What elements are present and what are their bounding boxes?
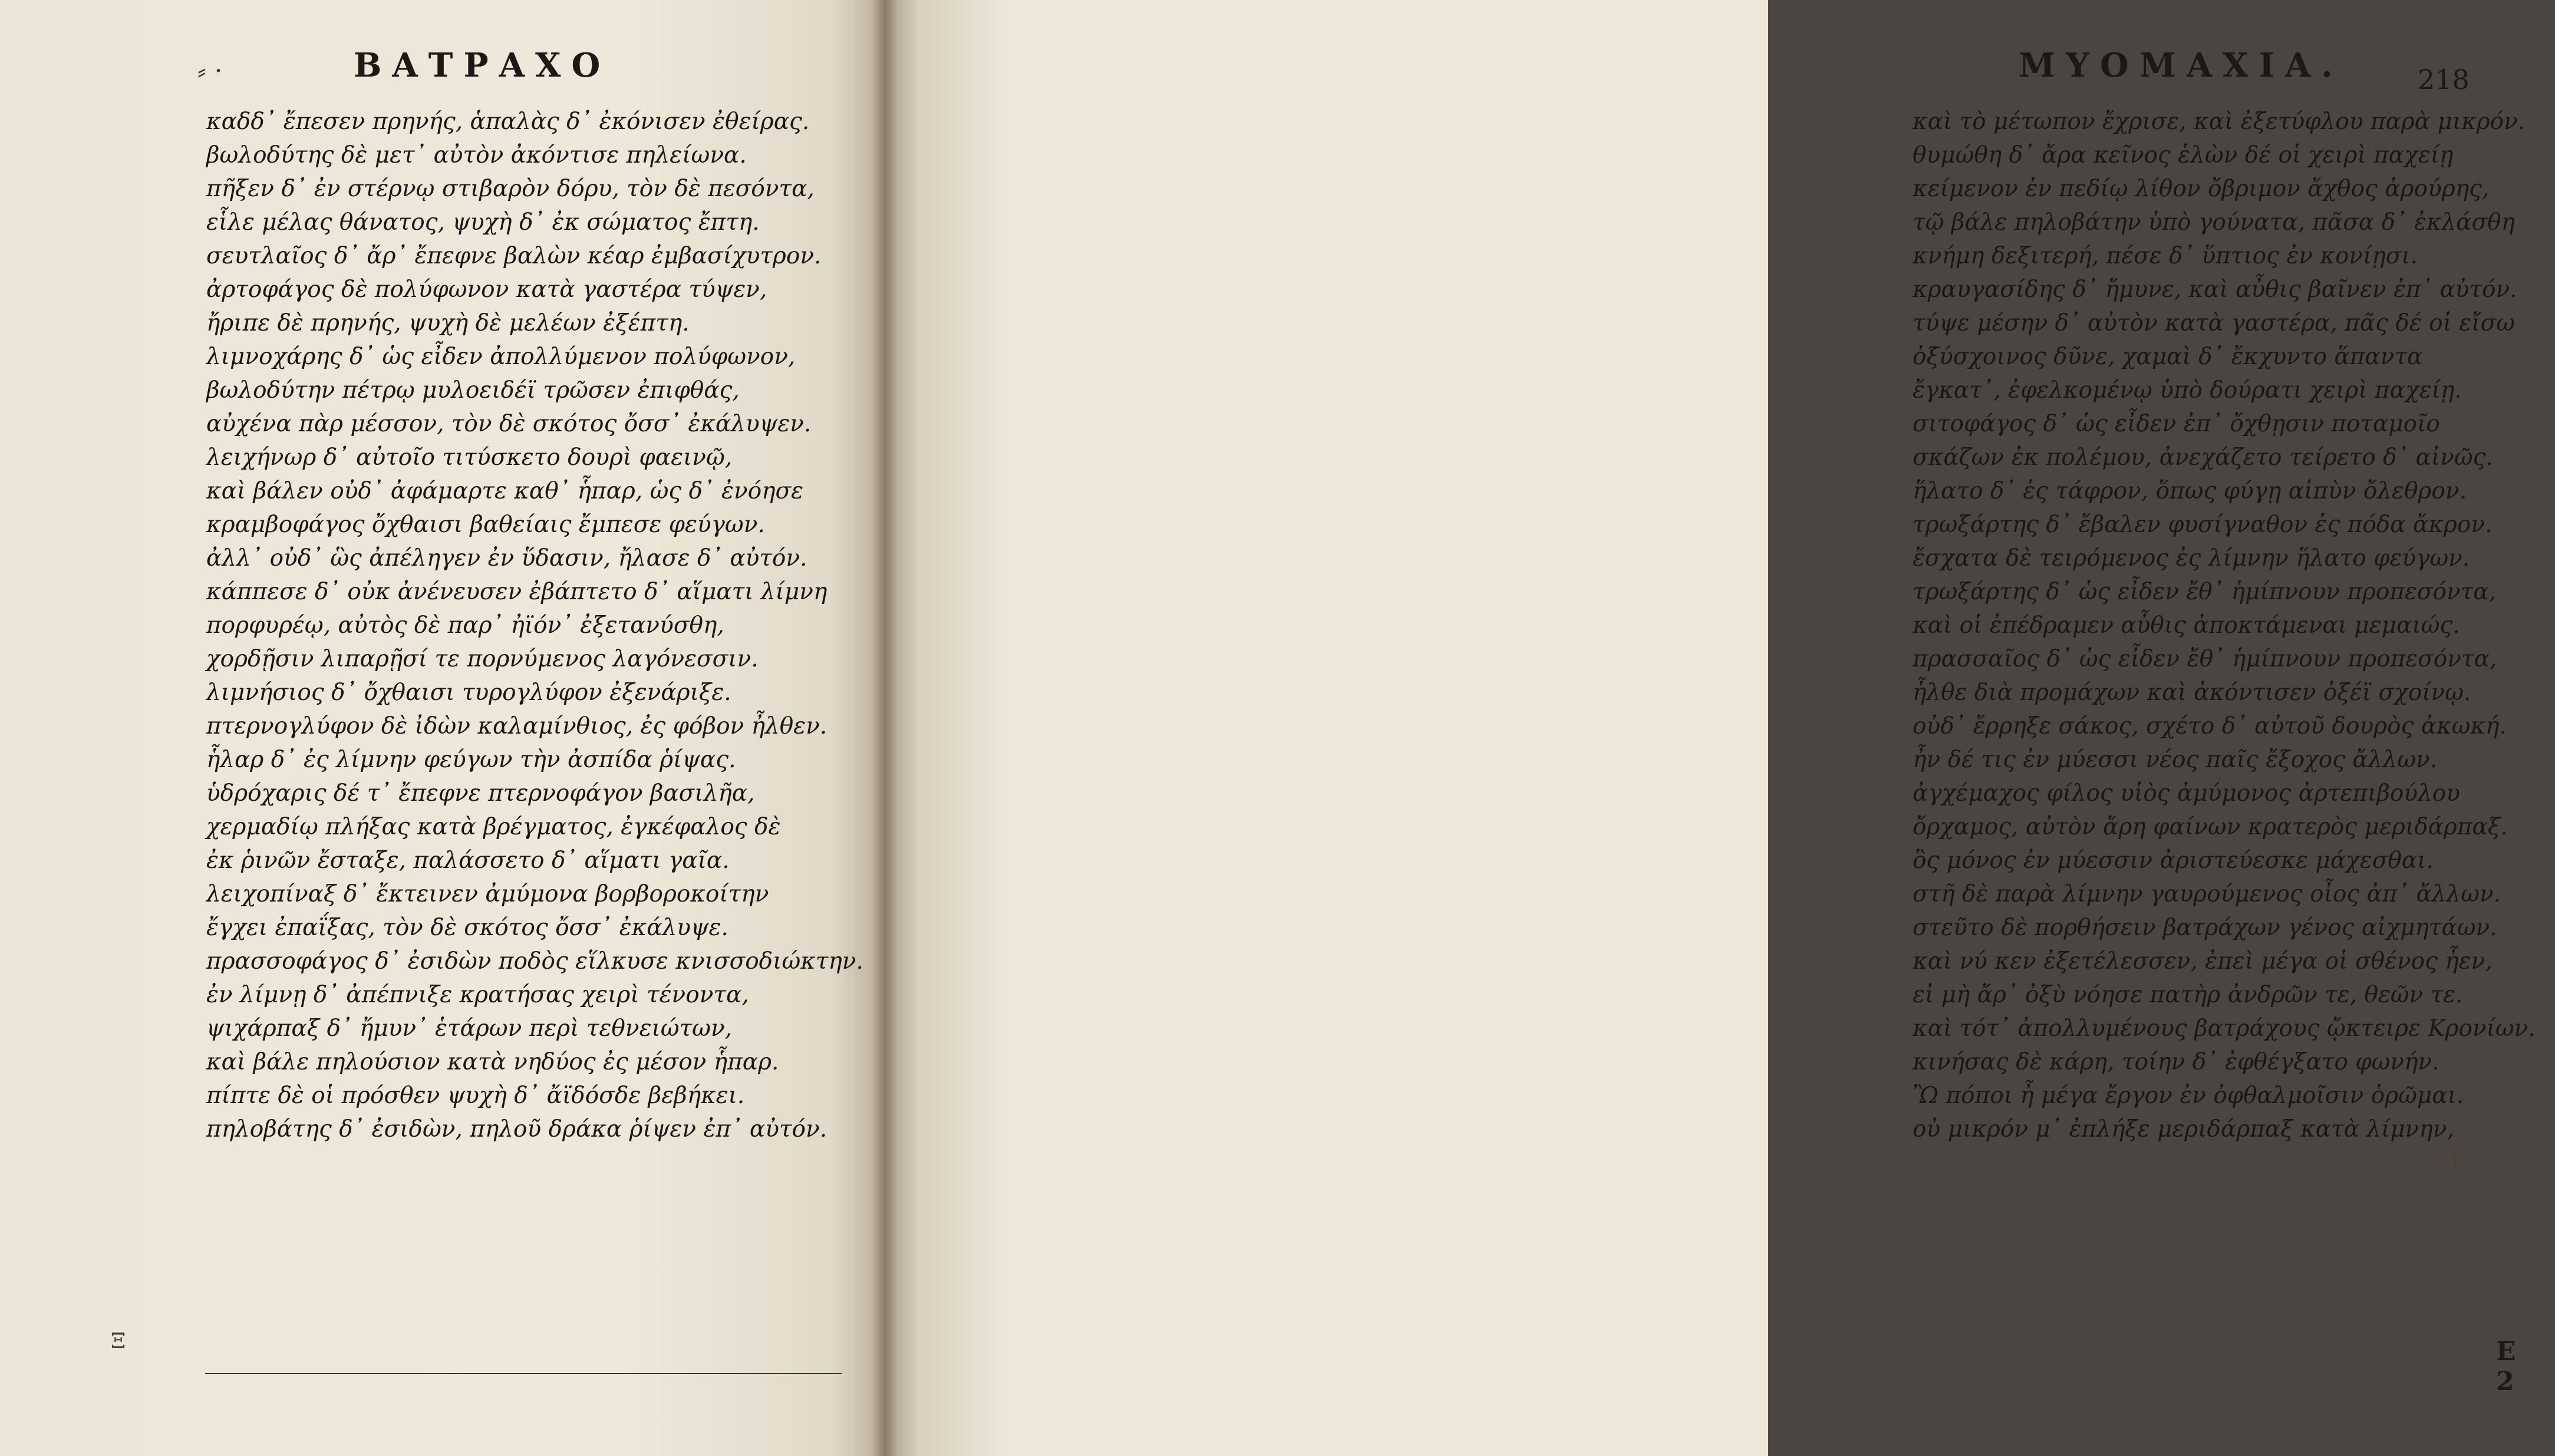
text-line: σιτοφάγος δ᾽ ὡς εἶδεν ἐπ᾽ ὄχθῃσιν ποταμοῖο [1913,411,2440,437]
text-line: καδδ᾽ ἔπεσεν πρηνής, ἁπαλὰς δ᾽ ἐκόνισεν ἐθείρας. [206,108,810,135]
text-line: πρασσοφάγος δ᾽ ἐσιδὼν ποδὸς εἵλκυσε κνισσοδιώκτην. [206,948,863,975]
text-line: ψιχάρπαξ δ᾽ ἤμυν᾽ ἑτάρων περὶ τεθνειώτων, [206,1015,733,1042]
text-line: πρασσαῖος δ᾽ ὡς εἶδεν ἔθ᾽ ἡμίπνουν προπεσόντα, [1913,646,2497,672]
text-line: πτερνογλύφον δὲ ἰδὼν καλαμίνθιος, ἐς φόβον ἦλθεν. [206,713,828,739]
book-gutter [871,0,897,1456]
text-line: εἷλε μέλας θάνατος, ψυχὴ δ᾽ ἐκ σώματος ἔπτη. [206,209,760,236]
text-line: ἐν λίμνῃ δ᾽ ἀπέπνιξε κρατήσας χειρὶ τένοντα, [206,982,749,1008]
text-line: σευτλαῖος δ᾽ ἄρ᾽ ἔπεφνε βαλὼν κέαρ ἐμβασίχυτρον. [206,243,822,269]
text-line: ἤριπε δὲ πρηνής, ψυχὴ δὲ μελέων ἐξέπτη. [206,310,690,336]
text-line: βωλοδύτης δὲ μετ᾽ αὐτὸν ἀκόντισε πηλείωνα. [206,142,747,169]
text-line: ἦν δέ τις ἐν μύεσσι νέος παῖς ἔξοχος ἄλλων. [1913,747,2438,773]
text-line: λιμνήσιος δ᾽ ὄχθαισι τυρογλύφον ἐξενάριξε. [206,679,731,706]
margin-mark-icon: ʃ [2452,1148,2458,1172]
text-line: καὶ βάλε πηλούσιον κατὰ νηδύος ἐς μέσον ἧπαρ. [206,1049,779,1075]
text-line: στῆ δὲ παρὰ λίμνην γαυρούμενος οἶος ἀπ᾽ ἄλλων. [1913,881,2501,907]
right-text-block [1913,105,2555,1146]
text-line: σκάζων ἐκ πολέμου, ἀνεχάζετο τείρετο δ᾽ αἰνῶς. [1913,444,2493,471]
text-line: πίπτε δὲ οἱ πρόσθεν ψυχὴ δ᾽ ἄϊδόσδε βεβήκει. [206,1082,745,1109]
signature-mark: E 2 [2496,1336,2516,1396]
text-line: καὶ νύ κεν ἐξετέλεσσεν, ἐπεὶ μέγα οἱ σθένος ἦεν, [1913,948,2493,975]
text-line: αὐχένα πὰρ μέσσον, τὸν δὲ σκότος ὄσσ᾽ ἐκάλυψεν. [206,411,812,437]
text-line: χορδῇσιν λιπαρῇσί τε πορνύμενος λαγόνεσσιν. [206,646,759,672]
text-line: ἥλατο δ᾽ ἐς τάφρον, ὅπως φύγῃ αἰπὺν ὄλεθρον. [1913,478,2467,504]
text-line: ἦλθε διὰ προμάχων καὶ ἀκόντισεν ὀξέϊ σχοίνῳ. [1913,679,2471,706]
text-line: ἀρτοφάγος δὲ πολύφωνον κατὰ γαστέρα τύψεν, [206,276,767,303]
text-line: λειχοπίναξ δ᾽ ἔκτεινεν ἀμύμονα βορβοροκοίτην [206,881,769,907]
text-line: κνήμη δεξιτερή, πέσε δ᾽ ὕπτιος ἐν κονίῃσι. [1913,243,2418,269]
text-line: κάππεσε δ᾽ οὐκ ἀνένευσεν ἐβάπτετο δ᾽ αἵματι λίμνη [206,579,828,605]
ornament-icon: ⸗ · [197,56,223,86]
page-number: 218 [2418,64,2470,95]
text-line: ἔγκατ᾽, ἐφελκομένῳ ὑπὸ δούρατι χειρὶ παχείῃ. [1913,377,2462,404]
text-line: πορφυρέῳ, αὐτὸς δὲ παρ᾽ ἠϊόν᾽ ἐξετανύσθη, [206,612,724,639]
left-page [0,0,884,1456]
text-line: τρωξάρτης δ᾽ ὡς εἶδεν ἔθ᾽ ἡμίπνουν προπεσόντα, [1913,579,2497,605]
text-line: ἔσχατα δὲ τειρόμενος ἐς λίμνην ἥλατο φεύγων. [1913,545,2470,572]
text-line: ἀγχέμαχος φίλος υἱὸς ἀμύμονος ἀρτεπιβούλου [1913,780,2460,807]
text-line: χερμαδίῳ πλήξας κατὰ βρέγματος, ἐγκέφαλος δὲ [206,814,781,840]
text-line: καὶ τότ᾽ ἀπολλυμένους βατράχους ᾤκτειρε Κρονίων. [1913,1015,2536,1042]
text-line: τύψε μέσην δ᾽ αὐτὸν κατὰ γαστέρα, πᾶς δέ οἱ εἴσω [1913,310,2516,336]
text-line: βωλοδύτην πέτρῳ μυλοειδέϊ τρῶσεν ἐπιφθάς, [206,377,740,404]
text-line: ἀλλ᾽ οὐδ᾽ ὣς ἀπέληγεν ἐν ὕδασιν, ἤλασε δ᾽ αὐτόν. [206,545,807,572]
text-line: κραυγασίδης δ᾽ ἤμυνε, καὶ αὖθις βαῖνεν ἐπ᾽ αὐτόν. [1913,276,2517,303]
text-line: ἧλαρ δ᾽ ἐς λίμνην φεύγων τὴν ἀσπίδα ῥίψας. [206,747,736,773]
text-line: ἐκ ῥινῶν ἔσταξε, παλάσσετο δ᾽ αἵματι γαῖα. [206,847,730,874]
text-line: ὄρχαμος, αὐτὸν ἄρη φαίνων κρατερὸς μεριδάρπαξ. [1913,814,2508,840]
text-line: καὶ βάλεν οὐδ᾽ ἀφάμαρτε καθ᾽ ἧπαρ, ὡς δ᾽ ἐνόησε [206,478,804,504]
margin-mark-icon: Ξ [111,1329,126,1353]
text-line: πῆξεν δ᾽ ἐν στέρνῳ στιβαρὸν δόρυ, τὸν δὲ πεσόντα, [206,176,815,202]
text-line: τρωξάρτης δ᾽ ἔβαλεν φυσίγναθον ἐς πόδα ἄκρον. [1913,511,2493,538]
running-head-right: ΜΥΟΜΑΧΙΑ. [2019,46,2343,85]
text-line: στεῦτο δὲ πορθήσειν βατράχων γένος αἰχμητάων. [1913,914,2497,941]
text-line: εἰ μὴ ἄρ᾽ ὀξὺ νόησε πατὴρ ἀνδρῶν τε, θεῶν τε. [1913,982,2463,1008]
text-line: πηλοβάτης δ᾽ ἐσιδὼν, πηλοῦ δράκα ῥίψεν ἐπ᾽ αὐτόν. [206,1116,828,1143]
text-line: ὃς μόνος ἐν μύεσσιν ἀριστεύεσκε μάχεσθαι. [1913,847,2434,874]
text-line: θυμώθη δ᾽ ἄρα κεῖνος ἑλὼν δέ οἱ χειρὶ παχείῃ [1913,142,2454,169]
text-line: Ὢ πόποι ἦ μέγα ἔργον ἐν ὀφθαλμοῖσιν ὁρῶμαι. [1913,1082,2464,1109]
text-line: λειχήνωρ δ᾽ αὐτοῖο τιτύσκετο δουρὶ φαεινῷ, [206,444,733,471]
left-text-block [206,105,866,1146]
text-line: τῷ βάλε πηλοβάτην ὑπὸ γούνατα, πᾶσα δ᾽ ἐκλάσθη [1913,209,2516,236]
text-line: κινήσας δὲ κάρη, τοίην δ᾽ ἐφθέγξατο φωνήν. [1913,1049,2439,1075]
text-line: λιμνοχάρης δ᾽ ὡς εἶδεν ἀπολλύμενον πολύφωνον, [206,344,796,370]
text-line: ὀξύσχοινος δῦνε, χαμαὶ δ᾽ ἔκχυντο ἅπαντα [1913,344,2423,370]
right-page [884,0,2536,1456]
text-line: ἔγχει ἐπαΐξας, τὸν δὲ σκότος ὄσσ᾽ ἐκάλυψε. [206,914,728,941]
text-line: κραμβοφάγος ὄχθαισι βαθείαις ἔμπεσε φεύγων. [206,511,765,538]
text-line: καὶ οἱ ἐπέδραμεν αὖθις ἀποκτάμεναι μεμαιώς. [1913,612,2460,639]
text-line: καὶ τὸ μέτωπον ἔχρισε, καὶ ἐξετύφλου παρὰ μικρόν. [1913,108,2526,135]
running-head-left: ΒΑΤΡΑΧΟ [354,46,611,85]
footer-rule [205,1373,842,1374]
text-line: οὐδ᾽ ἔρρηξε σάκος, σχέτο δ᾽ αὐτοῦ δουρὸς ἀκωκή. [1913,713,2507,739]
text-line: κείμενον ἐν πεδίῳ λίθον ὄβριμον ἄχθος ἀρούρης, [1913,176,2490,202]
text-line: οὐ μικρόν μ᾽ ἐπλήξε μεριδάρπαξ κατὰ λίμνην, [1913,1116,2454,1143]
text-line: ὑδρόχαρις δέ τ᾽ ἔπεφνε πτερνοφάγον βασιλῆα, [206,780,755,807]
